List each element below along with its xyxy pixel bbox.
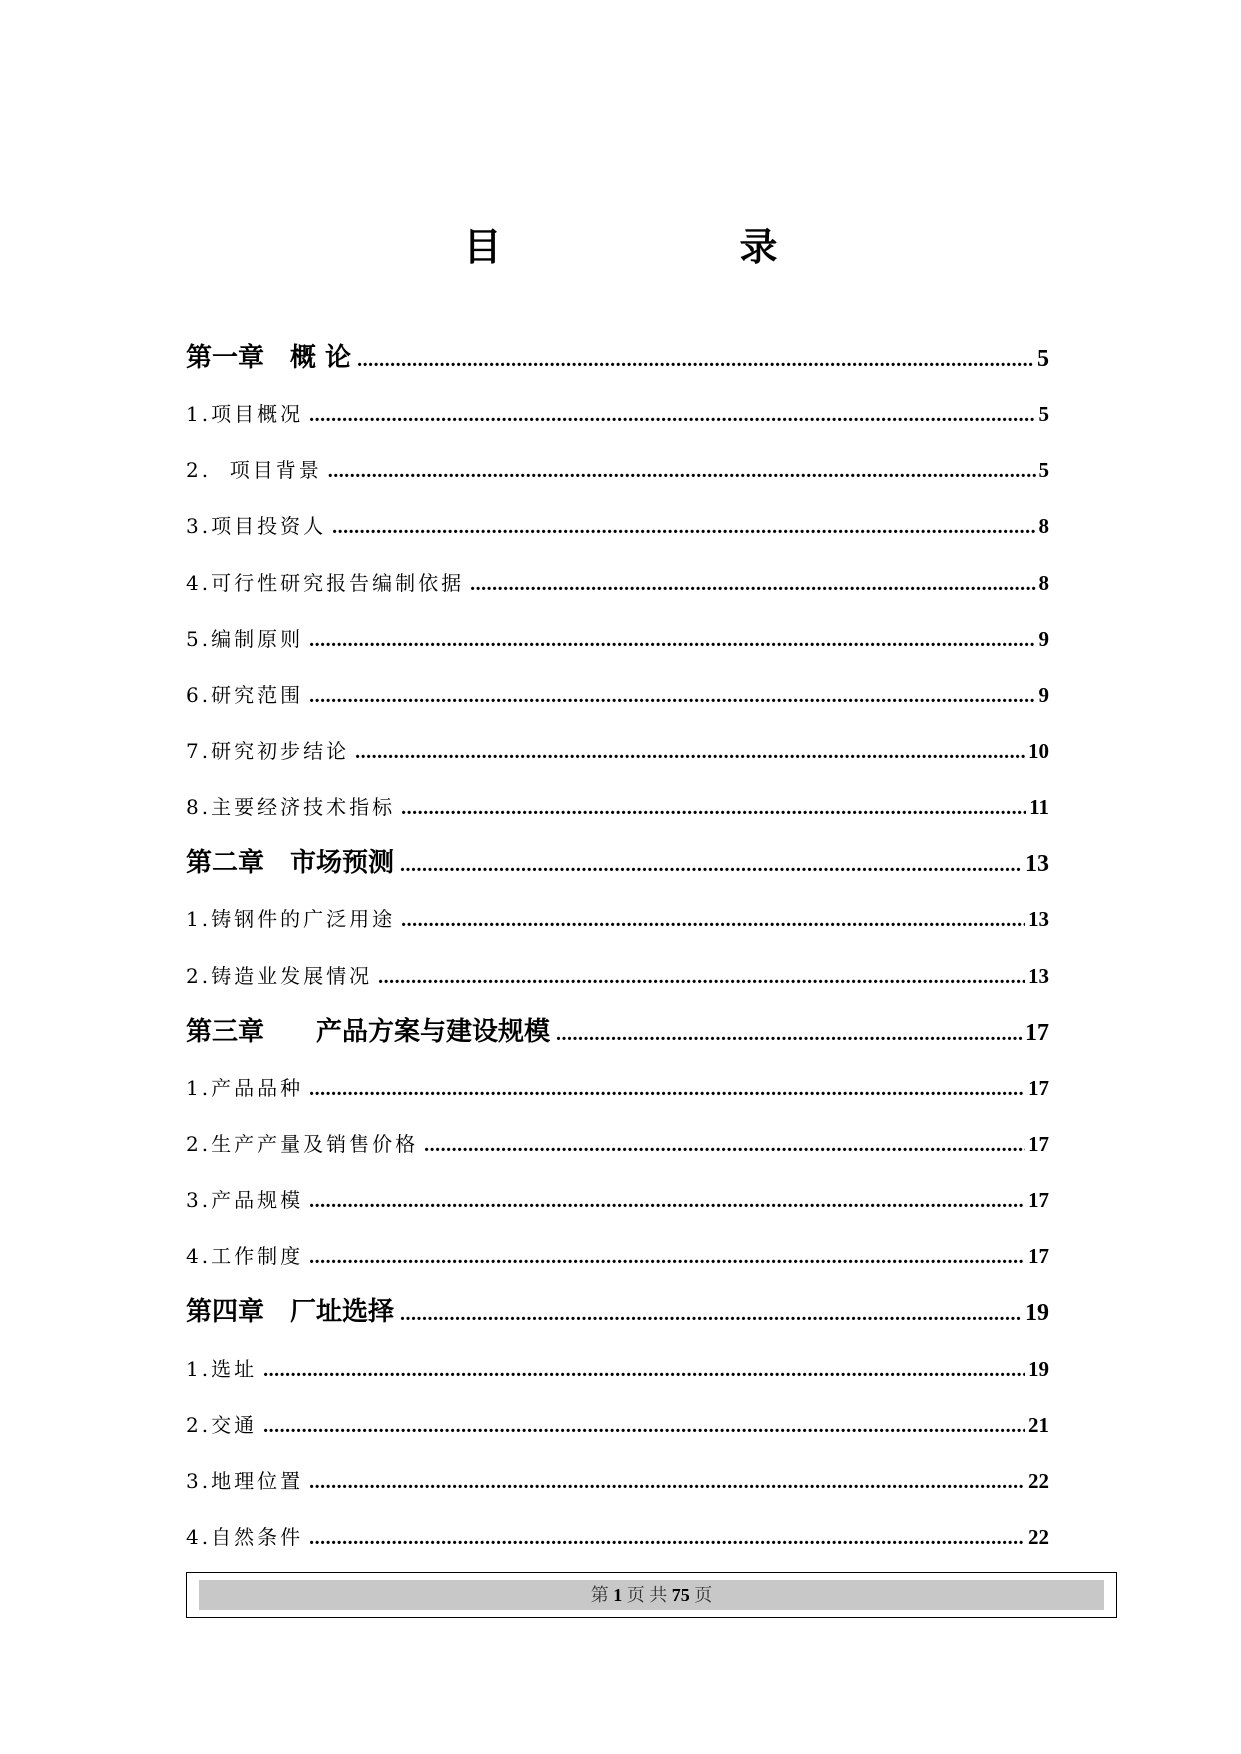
toc-dot-leader [401, 780, 1026, 836]
toc-section-entry[interactable] [186, 1509, 1049, 1565]
toc-entry-page-number: 17 [1025, 1019, 1049, 1046]
table-of-contents [186, 330, 1049, 1565]
footer-prefix: 第 [590, 1585, 609, 1605]
toc-entry-page-number: 8 [1038, 514, 1049, 539]
toc-entry-page-number: 11 [1029, 795, 1049, 820]
toc-section-entry[interactable] [186, 891, 1049, 947]
toc-entry-page-number: 17 [1028, 1244, 1049, 1269]
toc-title: 目 录 [463, 225, 832, 269]
page-footer [186, 1572, 1117, 1618]
toc-entry-page-number: 19 [1025, 1300, 1049, 1327]
toc-dot-leader [309, 1510, 1025, 1566]
toc-entry-label: 第四章 厂址选择 [186, 1297, 395, 1328]
toc-chapter-entry[interactable] [186, 1004, 1049, 1060]
toc-section-entry[interactable] [186, 1172, 1049, 1228]
toc-dot-leader [263, 1342, 1025, 1398]
toc-entry-page-number: 5 [1038, 458, 1049, 483]
toc-entry-label: 2.生产产量及销售价格 [186, 1131, 419, 1156]
toc-dot-leader [309, 1061, 1025, 1117]
toc-entry-label: 2.交通 [186, 1412, 258, 1437]
toc-entry-label: 4.自然条件 [186, 1524, 304, 1549]
toc-section-entry[interactable] [186, 611, 1049, 667]
toc-dot-leader [309, 1173, 1025, 1229]
toc-entry-label: 3.项目投资人 [186, 514, 327, 539]
toc-entry-page-number: 22 [1028, 1468, 1049, 1493]
toc-dot-leader [309, 1229, 1025, 1285]
toc-section-entry[interactable] [186, 555, 1049, 611]
footer-suffix: 页 [694, 1585, 713, 1605]
toc-section-entry[interactable] [186, 386, 1049, 442]
toc-entry-page-number: 5 [1038, 402, 1049, 427]
toc-section-entry[interactable] [186, 779, 1049, 835]
toc-section-entry[interactable] [186, 1453, 1049, 1509]
toc-entry-label: 第二章 市场预测 [186, 848, 395, 879]
toc-dot-leader [328, 443, 1036, 499]
toc-entry-label: 1.铸钢件的广泛用途 [186, 907, 396, 932]
toc-section-entry[interactable] [186, 1397, 1049, 1453]
toc-entry-label: 8.主要经济技术指标 [186, 795, 396, 820]
toc-dot-leader [355, 724, 1025, 780]
footer-middle: 页 共 [626, 1585, 668, 1605]
toc-dot-leader [332, 499, 1035, 555]
toc-dot-leader [309, 387, 1035, 443]
page-indicator [199, 1580, 1104, 1610]
toc-entry-label: 第一章 概 论 [186, 343, 352, 373]
toc-entry-label: 5.编制原则 [186, 626, 304, 651]
footer-total-pages: 75 [671, 1585, 690, 1605]
toc-section-entry[interactable] [186, 498, 1049, 554]
toc-dot-leader [470, 556, 1035, 612]
toc-section-entry[interactable] [186, 1116, 1049, 1172]
toc-dot-leader [401, 892, 1025, 948]
toc-section-entry[interactable] [186, 442, 1049, 498]
toc-chapter-entry[interactable] [186, 1284, 1049, 1340]
toc-entry-page-number: 17 [1028, 1188, 1049, 1213]
toc-section-entry[interactable] [186, 667, 1049, 723]
toc-entry-label: 4.可行性研究报告编制依据 [186, 570, 465, 595]
toc-dot-leader [378, 949, 1025, 1005]
toc-dot-leader [309, 1454, 1025, 1510]
toc-entry-label: 1.产品品种 [186, 1075, 304, 1100]
toc-entry-page-number: 13 [1028, 963, 1049, 988]
toc-section-entry[interactable] [186, 1228, 1049, 1284]
toc-entry-label: 1.选址 [186, 1356, 258, 1381]
toc-entry-page-number: 22 [1028, 1524, 1049, 1549]
toc-entry-label: 7.研究初步结论 [186, 738, 350, 763]
toc-entry-label: 3.地理位置 [186, 1468, 304, 1493]
toc-entry-page-number: 10 [1028, 738, 1049, 763]
footer-current-page: 1 [613, 1585, 623, 1605]
toc-section-entry[interactable] [186, 948, 1049, 1004]
toc-dot-leader [556, 1006, 1022, 1062]
toc-entry-page-number: 19 [1028, 1356, 1049, 1381]
toc-entry-page-number: 17 [1028, 1131, 1049, 1156]
toc-entry-page-number: 9 [1038, 626, 1049, 651]
toc-entry-page-number: 5 [1037, 346, 1049, 372]
toc-dot-leader [357, 332, 1034, 388]
toc-entry-label: 第三章 产品方案与建设规模 [186, 1016, 551, 1047]
toc-entry-label: 6.研究范围 [186, 682, 304, 707]
toc-entry-page-number: 13 [1028, 907, 1049, 932]
toc-entry-page-number: 9 [1038, 682, 1049, 707]
toc-entry-label: 3.产品规模 [186, 1188, 304, 1213]
toc-entry-page-number: 21 [1028, 1412, 1049, 1437]
toc-dot-leader [309, 612, 1035, 668]
toc-dot-leader [309, 668, 1035, 724]
toc-entry-label: 2.铸造业发展情况 [186, 963, 373, 988]
toc-entry-page-number: 8 [1038, 570, 1049, 595]
toc-entry-label: 4.工作制度 [186, 1244, 304, 1269]
toc-dot-leader [400, 1286, 1022, 1342]
toc-chapter-entry[interactable] [186, 330, 1049, 386]
toc-section-entry[interactable] [186, 1341, 1049, 1397]
toc-dot-leader [263, 1398, 1025, 1454]
toc-entry-label: 2. 项目背景 [186, 458, 322, 483]
toc-chapter-entry[interactable] [186, 835, 1049, 891]
toc-dot-leader [400, 837, 1022, 893]
toc-entry-page-number: 17 [1028, 1075, 1049, 1100]
toc-dot-leader [424, 1117, 1025, 1173]
toc-section-entry[interactable] [186, 1060, 1049, 1116]
toc-entry-label: 1.项目概况 [186, 402, 304, 427]
toc-entry-page-number: 13 [1025, 851, 1049, 878]
toc-section-entry[interactable] [186, 723, 1049, 779]
